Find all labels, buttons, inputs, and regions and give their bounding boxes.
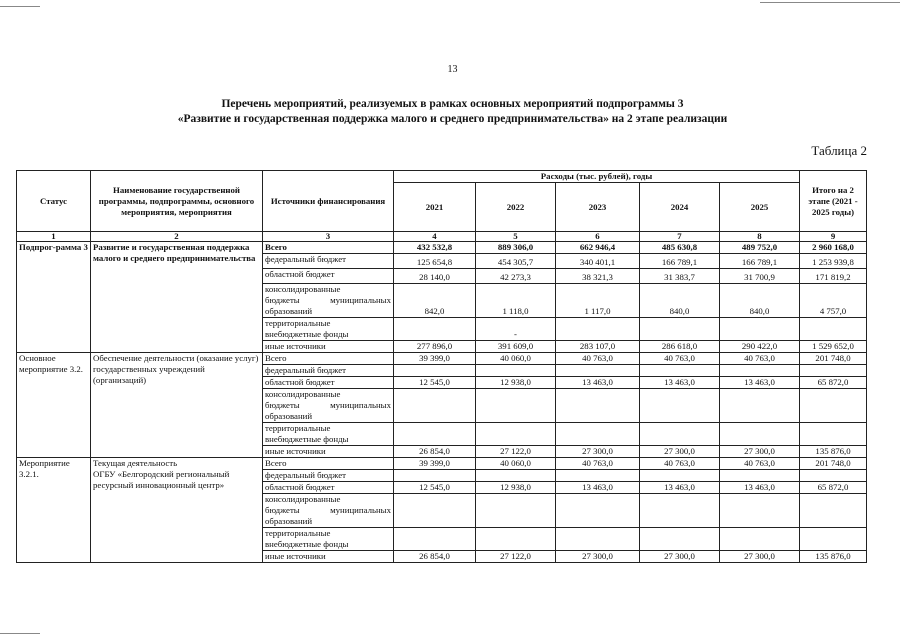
- value-cell: -: [476, 318, 556, 341]
- value-cell: [556, 365, 640, 377]
- table-row: [17, 242, 867, 254]
- value-cell: [640, 318, 720, 341]
- section-name: Развитие и государственная поддержка малого и среднего предпринимательства: [91, 242, 263, 353]
- column-number: 2: [91, 232, 263, 242]
- value-cell: 840,0: [720, 284, 800, 318]
- value-cell: 12 545,0: [394, 377, 476, 389]
- value-cell: [640, 365, 720, 377]
- value-cell: [640, 494, 720, 528]
- value-cell: [556, 389, 640, 423]
- value-cell: 485 630,8: [640, 242, 720, 254]
- value-cell: 27 122,0: [476, 551, 556, 563]
- value-cell: 40 060,0: [476, 458, 556, 470]
- value-cell: 889 306,0: [476, 242, 556, 254]
- column-number: 7: [640, 232, 720, 242]
- source-label: внебюджетные фонды: [265, 539, 349, 549]
- value-cell: 40 763,0: [556, 353, 640, 365]
- source-label: внебюджетные фонды: [265, 329, 349, 339]
- value-cell: [476, 365, 556, 377]
- value-cell: 13 463,0: [720, 377, 800, 389]
- scan-mark: [0, 6, 40, 7]
- section-status: Мероприятие 3.2.1.: [17, 458, 91, 563]
- source-label: иные источники: [263, 551, 394, 563]
- column-number: 6: [556, 232, 640, 242]
- source-label: иные источники: [263, 446, 394, 458]
- value-cell: 39 399,0: [394, 458, 476, 470]
- source-label: консолидированные: [265, 494, 341, 504]
- source-label: иные источники: [263, 341, 394, 353]
- value-cell: 27 300,0: [720, 446, 800, 458]
- value-cell: 277 896,0: [394, 341, 476, 353]
- source-label: федеральный бюджет: [263, 470, 394, 482]
- total-cell: 65 872,0: [800, 482, 867, 494]
- value-cell: [394, 470, 476, 482]
- value-cell: [394, 318, 476, 341]
- value-cell: [476, 528, 556, 551]
- header-year: 2021: [394, 183, 476, 232]
- value-cell: [394, 494, 476, 528]
- value-cell: [476, 389, 556, 423]
- total-cell: 2 960 168,0: [800, 242, 867, 254]
- source-label: консолидированные: [265, 389, 341, 399]
- source-label: территориальные: [265, 528, 331, 538]
- section-status: Подпрог-рамма 3: [17, 242, 91, 353]
- total-cell: [800, 494, 867, 528]
- value-cell: 432 532,8: [394, 242, 476, 254]
- value-cell: 842,0: [394, 284, 476, 318]
- value-cell: 13 463,0: [720, 482, 800, 494]
- value-cell: 31 700,9: [720, 269, 800, 284]
- column-number: 1: [17, 232, 91, 242]
- source-label: Всего: [263, 353, 394, 365]
- value-cell: [394, 389, 476, 423]
- source-label-territorial: [263, 318, 394, 341]
- total-cell: 1 529 652,0: [800, 341, 867, 353]
- value-cell: 290 422,0: [720, 341, 800, 353]
- header-year: 2024: [640, 183, 720, 232]
- value-cell: 26 854,0: [394, 551, 476, 563]
- value-cell: 840,0: [640, 284, 720, 318]
- value-cell: 40 763,0: [640, 458, 720, 470]
- total-cell: 201 748,0: [800, 353, 867, 365]
- source-label: федеральный бюджет: [263, 365, 394, 377]
- value-cell: [394, 528, 476, 551]
- value-cell: 1 117,0: [556, 284, 640, 318]
- source-label-consolidated: [263, 389, 394, 423]
- value-cell: 39 399,0: [394, 353, 476, 365]
- value-cell: [556, 494, 640, 528]
- value-cell: 40 763,0: [556, 458, 640, 470]
- value-cell: 454 305,7: [476, 254, 556, 269]
- source-label: внебюджетные фонды: [265, 434, 349, 444]
- total-cell: 135 876,0: [800, 551, 867, 563]
- source-label-consolidated: [263, 494, 394, 528]
- value-cell: 489 752,0: [720, 242, 800, 254]
- value-cell: [556, 470, 640, 482]
- column-number: 8: [720, 232, 800, 242]
- value-cell: [720, 423, 800, 446]
- value-cell: [476, 470, 556, 482]
- value-cell: [720, 389, 800, 423]
- source-label: федеральный бюджет: [263, 254, 394, 269]
- value-cell: 27 122,0: [476, 446, 556, 458]
- value-cell: [394, 423, 476, 446]
- source-label: бюджеты муниципальных: [265, 295, 391, 305]
- source-label: бюджеты муниципальных: [265, 400, 391, 410]
- value-cell: 340 401,1: [556, 254, 640, 269]
- title-line-2: «Развитие и государственная поддержка малого и среднего предпринимательства» на 2 этапе реализации: [177, 113, 728, 125]
- value-cell: [476, 494, 556, 528]
- title-line-1: Перечень мероприятий, реализуемых в рамках основных мероприятий подпрограммы 3: [221, 98, 684, 110]
- section-name: Обеспечение деятельности (оказание услуг) государственных учреждений (организаций): [91, 353, 263, 458]
- total-cell: [800, 423, 867, 446]
- value-cell: 286 618,0: [640, 341, 720, 353]
- value-cell: 166 789,1: [720, 254, 800, 269]
- table-row: [17, 353, 867, 365]
- budget-table: [16, 170, 867, 563]
- source-label: областной бюджет: [263, 482, 394, 494]
- header-year: 2023: [556, 183, 640, 232]
- header-year: 2025: [720, 183, 800, 232]
- value-cell: 13 463,0: [556, 377, 640, 389]
- source-label: территориальные: [265, 318, 331, 328]
- source-label: консолидированные: [265, 284, 341, 294]
- value-cell: 1 118,0: [476, 284, 556, 318]
- value-cell: [556, 423, 640, 446]
- value-cell: 27 300,0: [556, 551, 640, 563]
- value-cell: 662 946,4: [556, 242, 640, 254]
- source-label-territorial: [263, 423, 394, 446]
- document-title: [0, 97, 905, 127]
- source-label: образований: [265, 516, 313, 526]
- value-cell: [720, 528, 800, 551]
- source-label: территориальные: [265, 423, 331, 433]
- value-cell: 27 300,0: [556, 446, 640, 458]
- page-number: 13: [447, 64, 458, 75]
- value-cell: 27 300,0: [640, 446, 720, 458]
- header-status: Статус: [17, 171, 91, 232]
- value-cell: 40 763,0: [720, 353, 800, 365]
- value-cell: 38 321,3: [556, 269, 640, 284]
- section-name: [91, 458, 263, 563]
- value-cell: [640, 389, 720, 423]
- value-cell: [720, 494, 800, 528]
- section-name-line: ОГБУ «Белгородский региональный ресурсный инновационный центр»: [93, 469, 230, 490]
- total-cell: 4 757,0: [800, 284, 867, 318]
- scan-mark: [760, 2, 900, 3]
- header-name: Наименование государственной программы, подпрограммы, основного мероприятия, мероприятия: [91, 171, 263, 232]
- source-label-consolidated: [263, 284, 394, 318]
- total-cell: 135 876,0: [800, 446, 867, 458]
- value-cell: 40 763,0: [640, 353, 720, 365]
- value-cell: [556, 318, 640, 341]
- source-label: образований: [265, 306, 313, 316]
- header-row: [17, 171, 867, 183]
- value-cell: 13 463,0: [556, 482, 640, 494]
- value-cell: 40 763,0: [720, 458, 800, 470]
- value-cell: [394, 365, 476, 377]
- value-cell: 166 789,1: [640, 254, 720, 269]
- table-row: [17, 458, 867, 470]
- value-cell: [640, 528, 720, 551]
- value-cell: 28 140,0: [394, 269, 476, 284]
- source-label: областной бюджет: [263, 377, 394, 389]
- value-cell: 26 854,0: [394, 446, 476, 458]
- source-label: бюджеты муниципальных: [265, 505, 391, 515]
- value-cell: 12 545,0: [394, 482, 476, 494]
- total-cell: 65 872,0: [800, 377, 867, 389]
- header-expenses: Расходы (тыс. рублей), годы: [394, 171, 800, 183]
- total-cell: 1 253 939,8: [800, 254, 867, 269]
- value-cell: [640, 470, 720, 482]
- scan-mark: [0, 633, 40, 634]
- value-cell: [556, 528, 640, 551]
- column-number: 5: [476, 232, 556, 242]
- column-number: 9: [800, 232, 867, 242]
- section-name-line: Текущая деятельность: [93, 458, 178, 468]
- value-cell: 391 609,0: [476, 341, 556, 353]
- total-cell: [800, 528, 867, 551]
- value-cell: 42 273,3: [476, 269, 556, 284]
- total-cell: [800, 318, 867, 341]
- header-total: Итого на 2 этапе (2021 - 2025 годы): [800, 171, 867, 232]
- total-cell: [800, 365, 867, 377]
- source-label-territorial: [263, 528, 394, 551]
- column-number: 3: [263, 232, 394, 242]
- header-year: 2022: [476, 183, 556, 232]
- total-cell: 201 748,0: [800, 458, 867, 470]
- value-cell: [476, 423, 556, 446]
- value-cell: 283 107,0: [556, 341, 640, 353]
- value-cell: 12 938,0: [476, 482, 556, 494]
- header-sources: Источники финансирования: [263, 171, 394, 232]
- column-number: 4: [394, 232, 476, 242]
- value-cell: 13 463,0: [640, 377, 720, 389]
- section-status: Основное мероприятие 3.2.: [17, 353, 91, 458]
- source-label: образований: [265, 411, 313, 421]
- value-cell: [720, 318, 800, 341]
- value-cell: 27 300,0: [640, 551, 720, 563]
- total-cell: [800, 389, 867, 423]
- column-number-row: [17, 232, 867, 242]
- value-cell: 31 383,7: [640, 269, 720, 284]
- value-cell: 13 463,0: [640, 482, 720, 494]
- value-cell: 40 060,0: [476, 353, 556, 365]
- source-label: Всего: [263, 242, 394, 254]
- value-cell: [720, 365, 800, 377]
- value-cell: 12 938,0: [476, 377, 556, 389]
- value-cell: [640, 423, 720, 446]
- total-cell: [800, 470, 867, 482]
- table-label: Таблица 2: [811, 143, 867, 158]
- value-cell: 27 300,0: [720, 551, 800, 563]
- total-cell: 171 819,2: [800, 269, 867, 284]
- source-label: Всего: [263, 458, 394, 470]
- source-label: областной бюджет: [263, 269, 394, 284]
- value-cell: [720, 470, 800, 482]
- value-cell: 125 654,8: [394, 254, 476, 269]
